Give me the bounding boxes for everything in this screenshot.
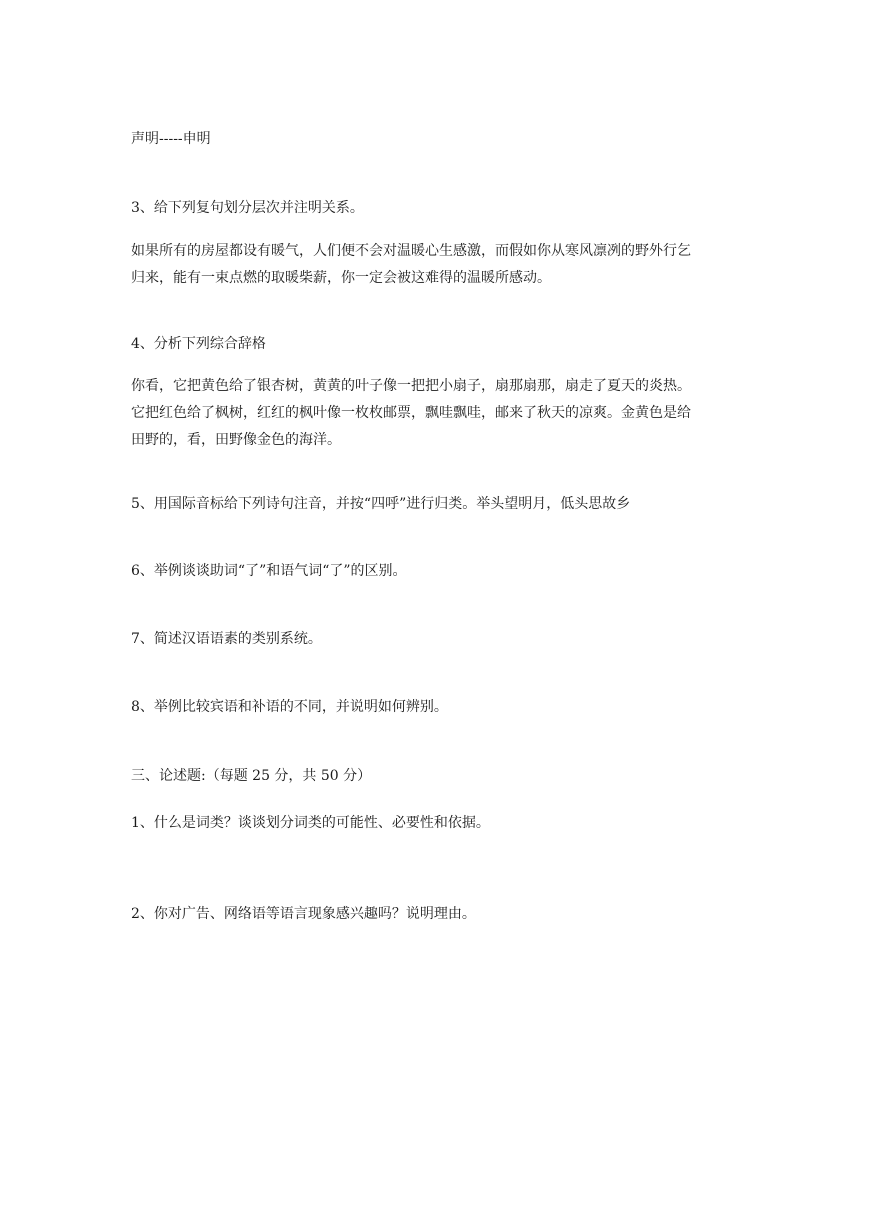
section-3-question-2: 2、你对广告、网络语等语言现象感兴趣吗？说明理由。 bbox=[131, 906, 476, 922]
term-pair-shengming: 声明-----申明 bbox=[131, 131, 211, 147]
question-3-text bbox=[131, 238, 751, 292]
section-3-question-1: 1、什么是词类？谈谈划分词类的可能性、必要性和依据。 bbox=[131, 815, 490, 831]
question-4-text bbox=[131, 373, 751, 454]
question-7: 7、简述汉语语素的类别系统。 bbox=[131, 631, 322, 647]
question-8: 8、举例比较宾语和补语的不同，并说明如何辨别。 bbox=[131, 699, 448, 715]
question-4-text-line-2: 它把红色给了枫树，红红的枫叶像一枚枚邮票，飘哇飘哇，邮来了秋天的凉爽。金黄色是给 bbox=[131, 405, 691, 421]
question-4-text-line-1: 你看，它把黄色给了银杏树，黄黄的叶子像一把把小扇子，扇那扇那，扇走了夏天的炎热。 bbox=[131, 378, 691, 394]
question-4-text-line-3: 田野的，看，田野像金色的海洋。 bbox=[131, 432, 341, 448]
question-3-title: 3、给下列复句划分层次并注明关系。 bbox=[131, 200, 364, 216]
question-3-text-line-1: 如果所有的房屋都设有暖气，人们便不会对温暖心生感激，而假如你从寒风凛冽的野外行乞 bbox=[131, 243, 691, 259]
question-6: 6、举例谈谈助词“了”和语气词“了”的区别。 bbox=[131, 563, 407, 579]
question-5: 5、用国际音标给下列诗句注音，并按“四呼”进行归类。举头望明月，低头思故乡 bbox=[131, 496, 631, 512]
question-4-title: 4、分析下列综合辞格 bbox=[131, 336, 266, 352]
question-3-text-line-2: 归来，能有一束点燃的取暖柴薪，你一定会被这难得的温暖所感动。 bbox=[131, 270, 551, 286]
section-3-heading: 三、论述题:（每题 25 分，共 50 分） bbox=[131, 768, 372, 784]
